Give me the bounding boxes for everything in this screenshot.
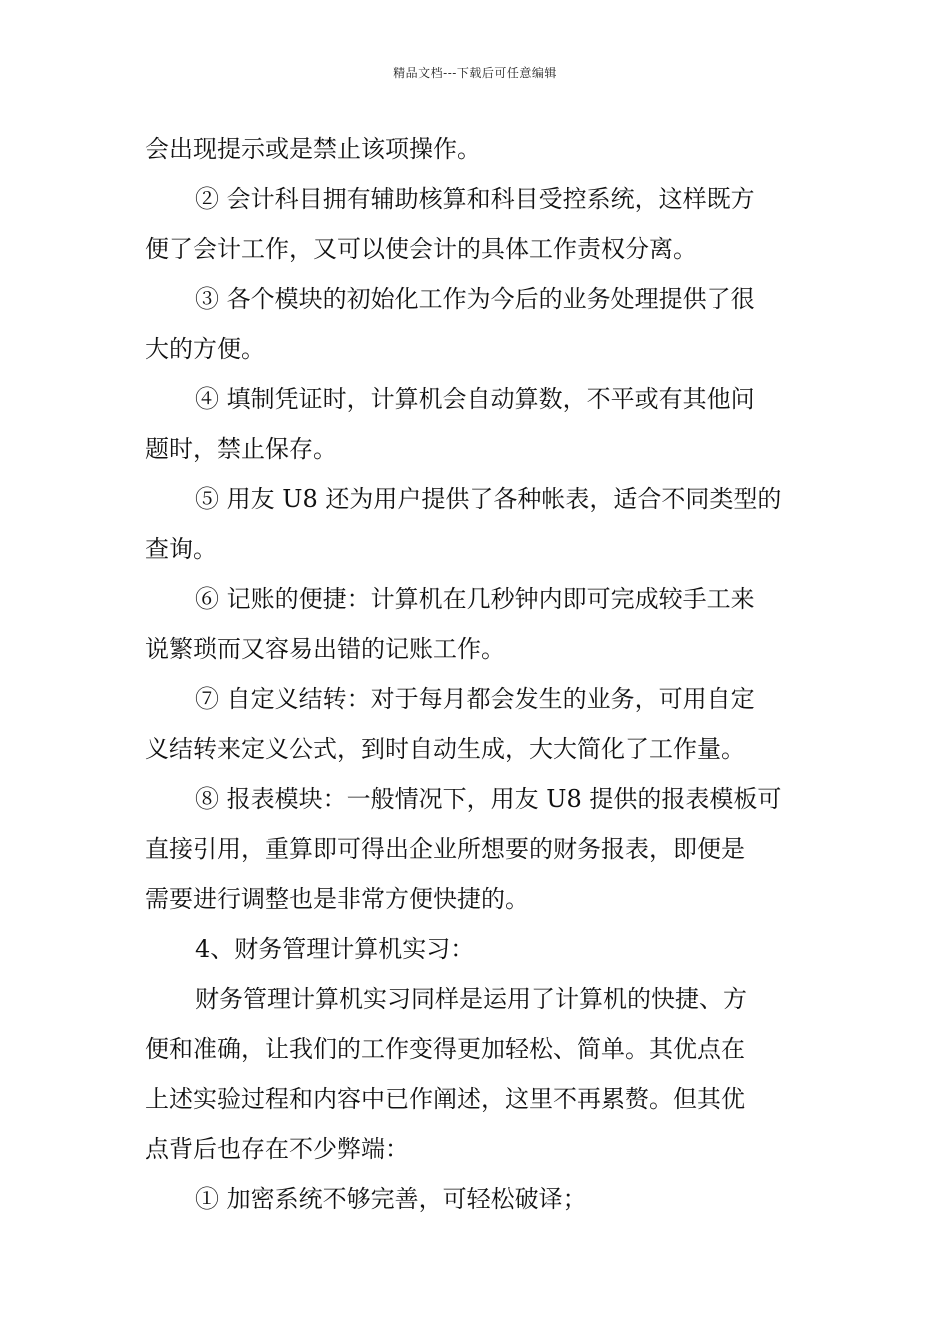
text-line: ⑤ 用友 U8 还为用户提供了各种帐表，适合不同类型的 bbox=[195, 485, 782, 513]
text-line: 点背后也存在不少弊端： bbox=[145, 1135, 409, 1163]
text-line: 义结转来定义公式，到时自动生成，大大简化了工作量。 bbox=[145, 735, 745, 763]
text-line: 大的方便。 bbox=[145, 335, 265, 363]
text-line: ③ 各个模块的初始化工作为今后的业务处理提供了很 bbox=[195, 285, 755, 313]
text-line: 财务管理计算机实习同样是运用了计算机的快捷、方 bbox=[195, 985, 747, 1013]
text-line: ⑧ 报表模块：一般情况下，用友 U8 提供的报表模板可 bbox=[195, 785, 782, 813]
text-line: 说繁琐而又容易出错的记账工作。 bbox=[145, 635, 505, 663]
text-line: ① 加密系统不够完善，可轻松破译； bbox=[195, 1185, 587, 1213]
text-line: 直接引用，重算即可得出企业所想要的财务报表，即便是 bbox=[145, 835, 745, 863]
page-header: 精品文档---下载后可任意编辑 bbox=[393, 66, 557, 80]
text-line: 需要进行调整也是非常方便快捷的。 bbox=[145, 885, 529, 913]
text-line: 便和准确，让我们的工作变得更加轻松、简单。其优点在 bbox=[145, 1035, 745, 1063]
text-line: ② 会计科目拥有辅助核算和科目受控系统，这样既方 bbox=[195, 185, 755, 213]
text-line: 上述实验过程和内容中已作阐述，这里不再累赘。但其优 bbox=[145, 1085, 745, 1113]
text-line: ⑥ 记账的便捷：计算机在几秒钟内即可完成较手工来 bbox=[195, 585, 755, 613]
text-line: 4、财务管理计算机实习： bbox=[195, 935, 475, 963]
text-line: 会出现提示或是禁止该项操作。 bbox=[145, 135, 481, 163]
body-text bbox=[145, 124, 807, 1224]
text-line: ⑦ 自定义结转：对于每月都会发生的业务，可用自定 bbox=[195, 685, 755, 713]
text-line: 题时，禁止保存。 bbox=[145, 435, 337, 463]
text-line: 便了会计工作，又可以使会计的具体工作责权分离。 bbox=[145, 235, 697, 263]
text-line: 查询。 bbox=[145, 535, 217, 563]
text-line: ④ 填制凭证时，计算机会自动算数，不平或有其他问 bbox=[195, 385, 755, 413]
